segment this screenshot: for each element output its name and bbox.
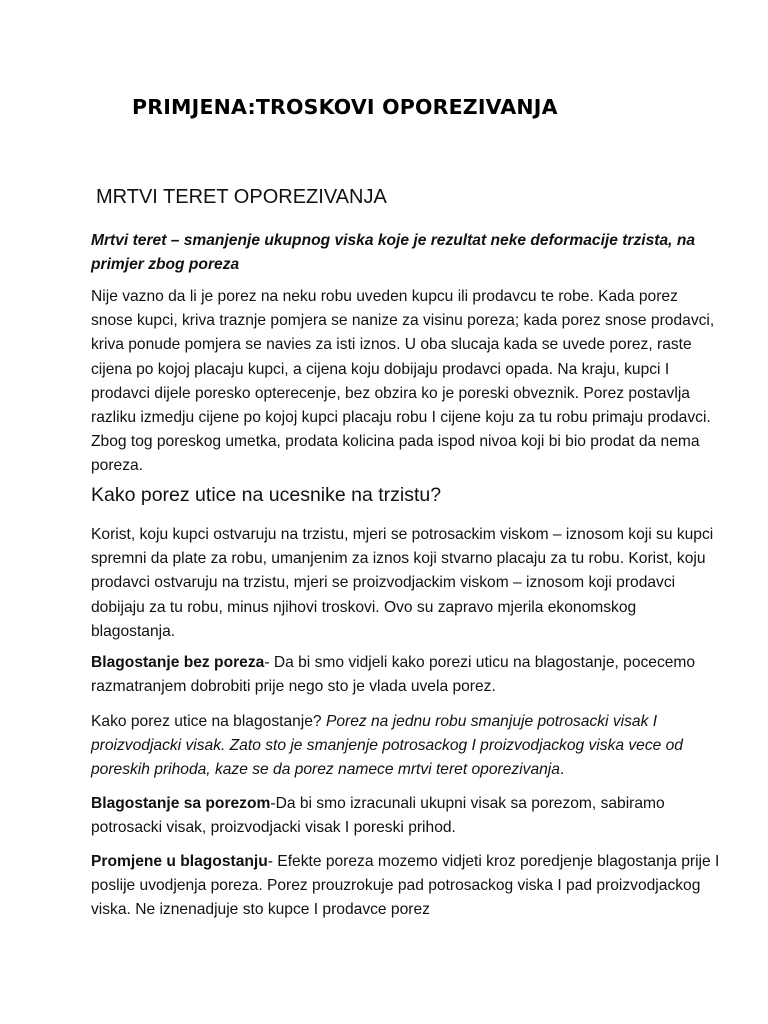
welfare-without-tax-paragraph: [91, 651, 721, 699]
welfare-with-tax-text: -Da bi smo izracunali ukupni visak sa porezom, sabiramo potrosacki visak, proizvodjacki visak I poreski prihod.: [91, 795, 665, 837]
subheading: Kako porez utice na ucesnike na trzistu?: [91, 484, 442, 506]
welfare-without-tax-lead: Blagostanje bez poreza: [91, 654, 265, 671]
welfare-with-tax-paragraph: [91, 792, 721, 840]
welfare-changes-paragraph: [91, 850, 721, 923]
welfare-changes-lead: Promjene u blagostanju: [91, 853, 268, 870]
document-title: PRIMJENA:TROSKOVI OPOREZIVANJA: [132, 95, 558, 119]
welfare-without-tax-text: - Da bi smo vidjeli kako porezi uticu na blagostanje, pocecemo razmatranjem dobrobiti prije nego sto je vlada uvela porez.: [91, 654, 696, 696]
welfare-with-tax-lead: Blagostanje sa porezom: [91, 795, 271, 812]
welfare-changes-text: - Efekte poreza mozemo vidjeti kroz poredjenje blagostanja prije I poslije uvodjenja poreza. Porez prouzrokuje pad potrosackog viska I pad proizvodjackog viska. Ne iznenadjuje sto kupce I prodavce porez: [91, 853, 720, 919]
definition-paragraph: Mrtvi teret – smanjenje ukupnog viska koje je rezultat neke deformacije trzista, na primjer zbog poreza: [91, 232, 696, 274]
surplus-paragraph: Korist, koju kupci ostvaruju na trzistu, mjeri se potrosackim viskom – iznosom koji su kupci spremni da plate za robu, umanjenim za iznos koji stvarno placaju za tu robu. Korist, koju prodavci ostvaruju na trzistu, mjeri se proizvodjackim viskom – iznosom koji prodavci dobijaju za tu robu, minus njihovi troskovi. Ovo su zapravo mjerila ekonomskog blagostanja.: [91, 526, 714, 640]
tax-incidence-paragraph: Nije vazno da li je porez na neku robu uveden kupcu ili prodavcu te robe. Kada porez snose kupci, kriva traznje pomjera se nanize za visinu poreza; kada porez snose prodavci, kriva ponude pomjera se navies za isti iznos. U oba slucaja kada se uvede porez, raste cijena po kojoj placaju kupci, a cijena koju dobijaju prodavci opada. Na kraju, kupci I prodavci dijele poresko opterecenje, bez obzira ko je poreski obveznik. Porez postavlja razliku izmedju cijene po kojoj kupci placaju robu I cijene koju za tu robu primaju prodavci. Zbog tog poreskog umetka, prodata kolicina pada ispod nivoa koji bi bio prodat da nema poreza.: [91, 288, 715, 475]
tax-welfare-question-paragraph: [91, 710, 721, 783]
tax-welfare-answer: Porez na jednu robu smanjuje potrosacki visak I proizvodjacki visak. Zato sto je smanjenje potrosackog I proizvodjackog viska vece od poreskih prihoda, kaze se da porez namece mrtvi teret oporezivanja: [91, 713, 683, 779]
tax-welfare-question: Kako porez utice na blagostanje?: [91, 713, 322, 730]
section-heading: MRTVI TERET OPOREZIVANJA: [96, 186, 387, 208]
tax-welfare-end: .: [559, 761, 565, 779]
